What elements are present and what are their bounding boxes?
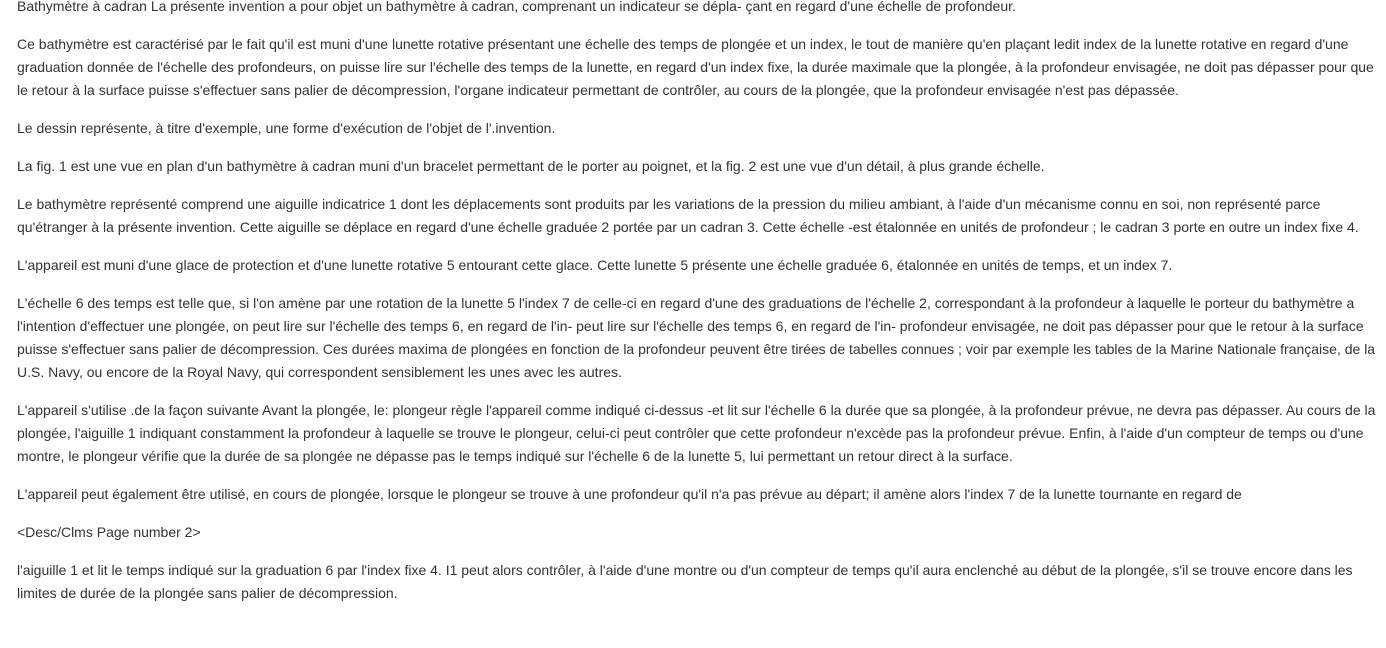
paragraph-time-scale: L'échelle 6 des temps est telle que, si l'on amène par une rotation de la lunette 5 l'index 7 de celle-ci en regard d'une des graduations de l'échelle 2, correspondant à la profondeur à laquelle le porteur du bathymètre a l'intention d'effectuer une plongée, on peut lire sur l'échelle des temps 6, en regard de l'in- peut lire sur l'échelle des temps 6, en regard de l'in- profondeur envisagée, ne doit pas dépasser pour que le retour à la surface puisse s'effectuer sans palier de décompression. Ces durées maxima de plongées en fonction de la profondeur peuvent être tirées de tabelles connues ; voir par exemple les tables de la Marine Nationale française, de la U.S. Navy, ou encore de la Royal Navy, qui correspondent sensiblement les unes avec les autres.: [17, 295, 1376, 380]
paragraph-title-abstract: Bathymètre à cadran La présente invention a pour objet un bathymètre à cadran, comprenant un indicateur se dépla- çant en regard d'une échelle de profondeur.: [17, 0, 1016, 14]
paragraph-needle-description: Le bathymètre représenté comprend une aiguille indicatrice 1 dont les déplacements sont produits par les variations de la pression du milieu ambiant, à l'aide d'un mécanisme connu en soi, non représenté parce qu'étranger à la présente invention. Cette aiguille se déplace en regard d'une échelle graduée 2 portée par un cadran 3. Cette échelle -est étalonnée en unités de profondeur ; le cadran 3 porte en outre un index fixe 4.: [17, 196, 1359, 235]
paragraph-continuation: l'aiguille 1 et lit le temps indiqué sur la graduation 6 par l'index fixe 4. I1 peut alors contrôler, à l'aide d'une montre ou d'un compteur de temps qu'il aura enclenché au début de la plongée, s'il se trouve encore dans les limites de durée de la plongée sans palier de décompression.: [17, 562, 1353, 601]
paragraph-usage-during-dive: L'appareil peut également être utilisé, en cours de plongée, lorsque le plongeur se trouve à une profondeur qu'il n'a pas prévue au départ; il amène alors l'index 7 de la lunette tournante en regard de: [17, 486, 1242, 502]
paragraph-bezel-description: L'appareil est muni d'une glace de protection et d'une lunette rotative 5 entourant cette glace. Cette lunette 5 présente une échelle graduée 6, étalonnée en unités de temps, et un index 7.: [17, 257, 1173, 273]
paragraph-figures: La fig. 1 est une vue en plan d'un bathymètre à cadran muni d'un bracelet permettant de le porter au poignet, et la fig. 2 est une vue d'un détail, à plus grande échelle.: [17, 158, 1045, 174]
paragraph-usage: L'appareil s'utilise .de la façon suivante Avant la plongée, le: plongeur règle l'appareil comme indiqué ci-dessus -et lit sur l'échelle 6 la durée que sa plongée, à la profondeur prévue, ne devra pas dépasser. Au cours de la plongée, l'aiguille 1 indiquant constamment la profondeur à laquelle se trouve le plongeur, celui-ci peut contrôler que cette profondeur n'excède pas la profondeur prévue. Enfin, à l'aide d'un compteur de temps ou d'une montre, le plongeur vérifie que la durée de sa plongée ne dépasse pas le temps indiqué sur l'échelle 6 de la lunette 5, lui permettant un retour direct à la surface.: [17, 402, 1376, 464]
paragraph-drawing-intro: Le dessin représente, à titre d'exemple, une forme d'exécution de l'objet de l'.invention.: [17, 120, 556, 136]
paragraph-characterization: Ce bathymètre est caractérisé par le fait qu'il est muni d'une lunette rotative présentant une échelle des temps de plongée et un index, le tout de manière qu'en plaçant ledit index de la lunette rotative en regard d'une graduation donnée de l'échelle des profondeurs, on puisse lire sur l'échelle des temps de la lunette, en regard d'un index fixe, la durée maximale que la plongée, à la profondeur envisagée, ne doit pas dépasser pour que le retour à la surface puisse s'effectuer sans palier de décompression, l'organe indicateur permettant de contrôler, au cours de la plongée, que la profondeur envisagée n'est pas dépassée.: [17, 36, 1374, 98]
page-number-marker: <Desc/Clms Page number 2>: [17, 524, 201, 540]
